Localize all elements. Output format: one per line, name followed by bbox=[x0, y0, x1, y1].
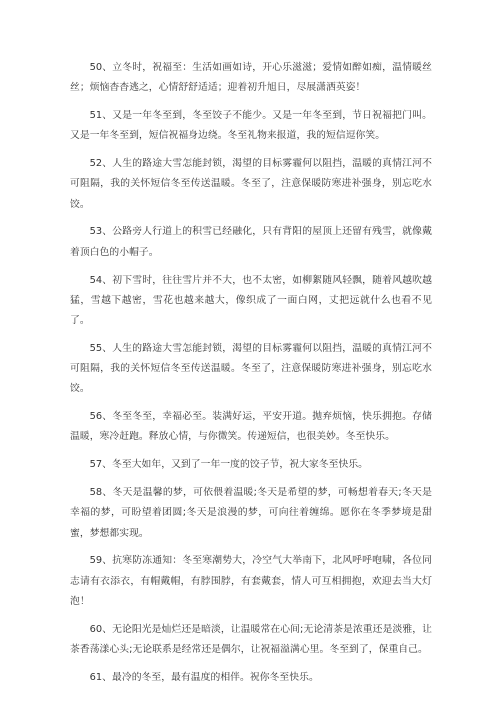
paragraph-55: 55、人生的路途大雪怎能封锁，渴望的目标雾霾何以阻挡，温暖的真情江河不可阻隔，我的关怀短信冬至传送温暖。冬至了，注意保暖防寒进补强身，别忘吃水饺。 bbox=[70, 342, 432, 395]
paragraph-50: 50、立冬时，祝福至：生活如画如诗，开心乐滋滋；爱情如醉如痴，温情暖丝丝；烦恼杳杳逃之，心情舒舒适适；迎着初升旭日，尽展潇洒英姿！ bbox=[70, 62, 432, 94]
paragraph-61: 61、最冷的冬至，最有温度的相伴。祝你冬至快乐。 bbox=[89, 671, 319, 683]
paragraph-54: 54、初下雪时，往往雪片并不大，也不太密，如柳絮随风轻飘，随着风越吹越猛，雪越下越密，雪花也越来越大，像织成了一面白网，丈把远就什么也看不见了。 bbox=[70, 274, 432, 326]
paragraph-60: 60、无论阳光是灿烂还是暗淡，让温暖常在心间;无论清茶是浓重还是淡雅，让茶香荡漾心头;无论联系是经常还是偶尔，让祝福溢满心里。冬至到了，保重自己。 bbox=[70, 623, 432, 655]
paragraph-57: 57、冬至大如年，又到了一年一度的饺子节，祝大家冬至快乐。 bbox=[89, 459, 369, 471]
paragraph-51: 51、又是一年冬至到，冬至饺子不能少。又是一年冬至到，节日祝福把门叫。又是一年冬至到，短信祝福身边绕。冬至礼物来报道，我的短信逗你笑。 bbox=[70, 110, 432, 142]
paragraph-59: 59、抗寒防冻通知：冬至寒潮势大，冷空气大举南下，北风呼呼咆啸，各位同志请有衣添衣，有帽戴帽，有脖围脖，有套戴套，情人可互相拥抱，欢迎去当大灯泡！ bbox=[70, 555, 432, 607]
paragraph-53: 53、公路旁人行道上的积雪已经融化，只有背阳的屋顶上还留有残雪，就像戴着顶白色的小帽子。 bbox=[70, 226, 432, 258]
paragraph-52: 52、人生的路途大雪怎能封锁，渴望的目标雾霾何以阻挡，温暖的真情江河不可阻隔，我的关怀短信冬至传送温暖。冬至了，注意保暖防寒进补强身，别忘吃水饺。 bbox=[70, 158, 432, 210]
paragraph-56: 56、冬至冬至，幸福必至。装满好运，平安开道。抛弃烦恼，快乐拥抱。存储温暖，寒冷赶跑。释放心情，与你微笑。传递短信，也很美妙。冬至快乐。 bbox=[70, 411, 432, 443]
paragraph-58: 58、冬天是温馨的梦，可依偎着温暖;冬天是希望的梦，可畅想着春天;冬天是幸福的梦，可盼望着团圆;冬天是浪漫的梦，可向往着缠绵。愿你在冬季梦境是甜蜜，梦想都实现。 bbox=[70, 487, 432, 539]
